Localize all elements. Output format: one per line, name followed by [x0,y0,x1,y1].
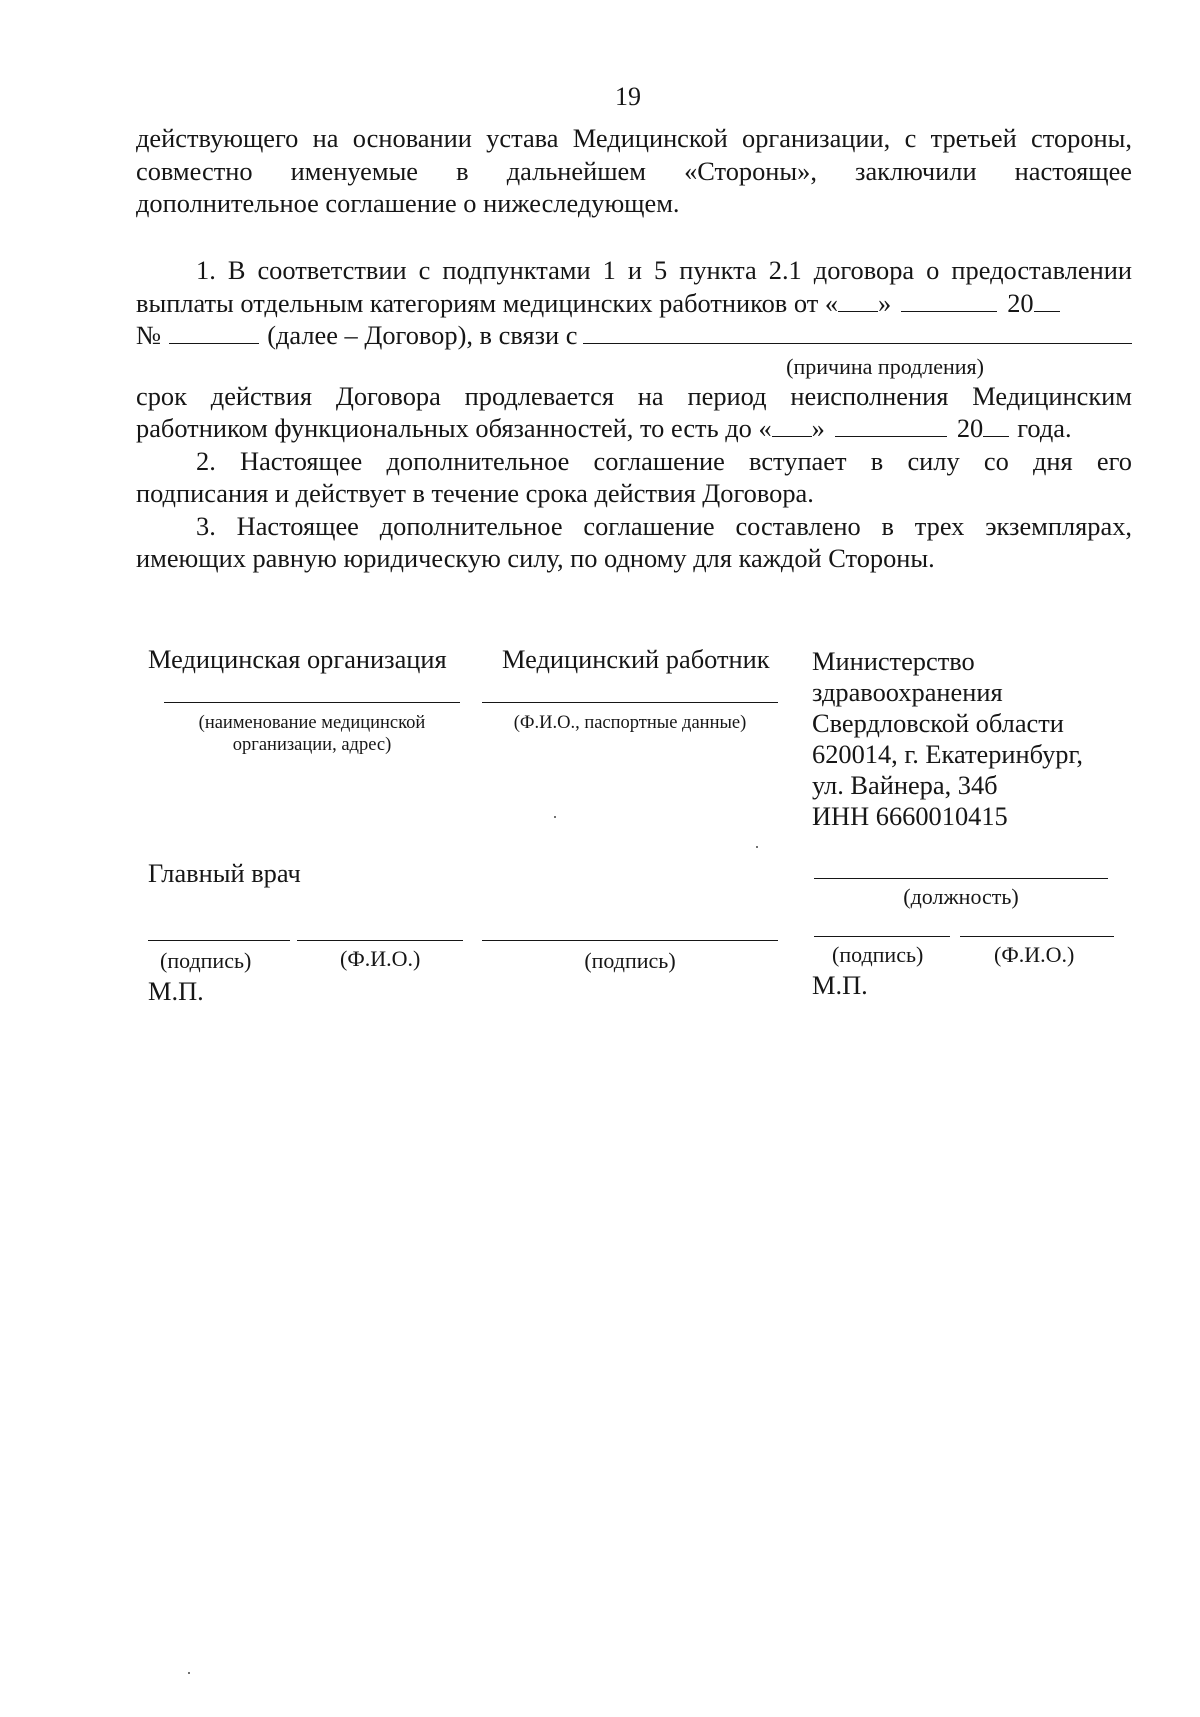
ministry-line-4: 620014, г. Екатеринбург, [812,739,1083,769]
org-fio-line[interactable] [297,940,463,941]
ministry-line-2: здравоохранения [812,677,1003,707]
end-year-word: года. [1017,413,1072,443]
intro-line-3: дополнительное соглашение о нижеследующем. [136,188,680,218]
year-prefix: 20 [1007,287,1034,318]
scan-speck [188,1672,190,1674]
end-year-prefix: 20 [956,413,984,443]
ministry-position-line[interactable] [814,878,1108,879]
clause-1-line-3-text: (далее – Договор), в связи с [267,320,578,350]
clause-2-line-2: подписания и действует в течение срока действия Договора. [136,478,814,508]
clause-3-line-1: 3. Настоящее дополнительное соглашение составлено в трех экземплярах, [196,510,1132,541]
scan-speck [554,816,556,818]
clause-2-line-1: 2. Настоящее дополнительное соглашение вступает в силу со дня его [196,445,1132,476]
year-blank[interactable] [1034,289,1060,312]
worker-signature-line[interactable] [482,940,778,941]
ministry-line-5: ул. Вайнера, 34б [812,770,998,800]
ministry-line-6: ИНН 6660010415 [812,801,1008,831]
clause-1-line-1: 1. В соответствии с подпунктами 1 и 5 пункта 2.1 договора о предоставлении [196,255,1132,285]
chief-doctor-label: Главный врач [148,858,301,888]
page-number: 19 [615,82,641,111]
org-signature-caption: (подпись) [160,948,252,973]
org-fio-caption: (Ф.И.О.) [340,946,421,971]
ministry-fio-line[interactable] [960,936,1114,937]
ministry-stamp-label: М.П. [812,970,868,1000]
worker-data-line[interactable] [482,702,778,703]
ministry-line-1: Министерство [812,646,975,676]
month-blank[interactable] [901,289,997,312]
ministry-signature-line[interactable] [814,936,950,937]
org-name-caption-line-2: организации, адрес) [232,735,392,755]
worker-signature-caption: (подпись) [584,948,676,973]
end-year-blank[interactable] [983,414,1009,437]
clause-1 [136,254,1132,575]
reason-blank[interactable] [583,321,1132,344]
intro-paragraph [136,122,1132,220]
clause-1-line-5 [136,412,1132,445]
org-name-caption [164,712,460,756]
worker-heading: Медицинский работник [502,644,770,674]
number-sign: № [136,320,162,350]
org-heading: Медицинская организация [148,644,447,674]
contract-number-blank[interactable] [169,321,259,344]
scan-speck [756,846,758,848]
worker-data-caption: (Ф.И.О., паспортные данные) [513,713,747,733]
intro-line-2: совместно именуемые в дальнейшем «Стороны», заключили настоящее [136,155,1132,186]
quote-close: » [878,287,892,318]
day-blank[interactable] [838,289,878,312]
ministry-details [812,646,1083,832]
reason-caption: (причина продления) [786,353,984,379]
clause-1-line-5-text: работником функциональных обязанностей, то есть до « [136,413,772,443]
end-month-blank[interactable] [835,414,947,437]
clause-1-line-3 [136,319,1132,352]
org-name-line[interactable] [164,702,460,703]
ministry-signature-caption: (подпись) [832,942,924,967]
intro-line-1: действующего на основании устава Медицинской организации, с третьей стороны, [136,123,1132,153]
clause-1-line-2 [136,287,1132,320]
clause-1-line-2-text: выплаты отдельным категориям медицинских работников от « [136,287,839,318]
clause-1-line-4: срок действия Договора продлевается на период неисполнения Медицинским [136,380,1132,411]
clause-3-line-2: имеющих равную юридическую силу, по одному для каждой Стороны. [136,543,935,573]
org-signature-line[interactable] [148,940,290,941]
ministry-line-3: Свердловской области [812,708,1064,738]
end-quote-close: » [811,413,825,443]
ministry-fio-caption: (Ф.И.О.) [994,942,1075,967]
org-stamp-label: М.П. [148,976,204,1006]
org-name-caption-line-1: (наименование медицинской [198,713,426,733]
end-day-blank[interactable] [772,414,812,437]
ministry-position-caption: (должность) [903,884,1019,909]
